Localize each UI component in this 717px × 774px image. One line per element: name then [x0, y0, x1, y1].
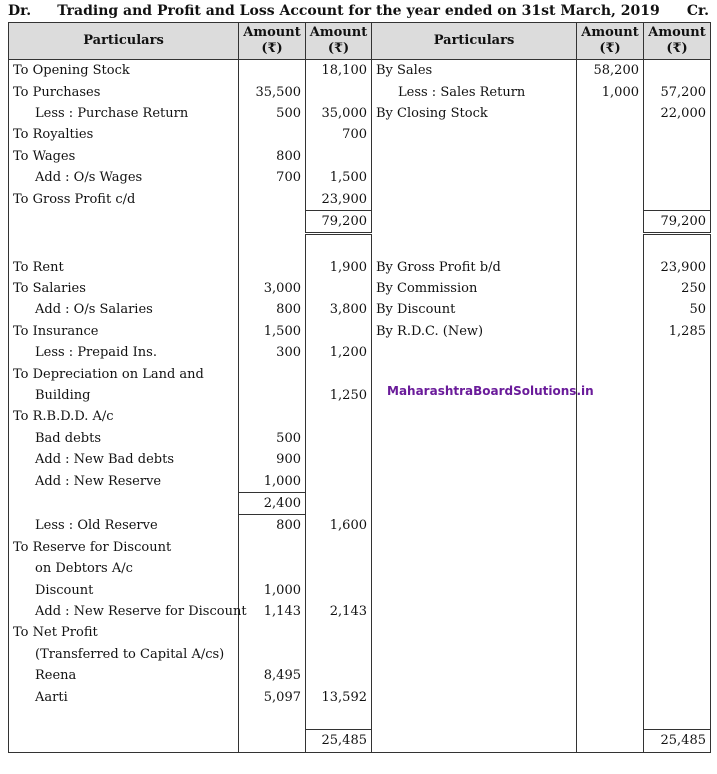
right-particular — [372, 210, 577, 233]
left-particular: Reena — [9, 665, 239, 686]
left-amount-outer — [306, 470, 372, 492]
left-particular: Add : O/s Wages — [9, 167, 239, 188]
right-particular: By Gross Profit b/d — [372, 257, 577, 278]
right-amount-inner — [577, 188, 644, 210]
right-amount-outer — [644, 167, 711, 188]
right-amount-outer — [644, 708, 711, 730]
right-amount-inner — [577, 470, 644, 492]
left-amount-inner — [239, 406, 306, 427]
right-amount-outer — [644, 363, 711, 384]
left-amount-inner: 1,500 — [239, 321, 306, 342]
table-row — [9, 299, 711, 320]
left-amount-outer — [306, 708, 372, 730]
right-particular — [372, 601, 577, 622]
left-amount-inner: 800 — [239, 146, 306, 167]
table-row — [9, 257, 711, 278]
right-amount-inner — [577, 210, 644, 233]
left-amount-inner — [239, 234, 306, 257]
amount-header: Amount (₹) — [239, 23, 306, 60]
right-amount-outer — [644, 665, 711, 686]
right-amount-outer — [644, 686, 711, 707]
right-particular — [372, 558, 577, 579]
left-amount-outer — [306, 537, 372, 558]
right-amount-inner — [577, 146, 644, 167]
left-particular: Discount — [9, 579, 239, 600]
table-row — [9, 665, 711, 686]
left-particular: Add : New Reserve — [9, 470, 239, 492]
right-amount-inner — [577, 124, 644, 145]
right-amount-inner — [577, 579, 644, 600]
left-amount-outer — [306, 406, 372, 427]
right-particular — [372, 515, 577, 537]
left-particular: on Debtors A/c — [9, 558, 239, 579]
right-amount-outer: 1,285 — [644, 321, 711, 342]
table-row — [9, 210, 711, 233]
right-amount-outer: 250 — [644, 278, 711, 299]
right-particular — [372, 146, 577, 167]
left-amount-inner — [239, 188, 306, 210]
table-row — [9, 406, 711, 427]
table-row — [9, 363, 711, 384]
left-amount-outer — [306, 363, 372, 384]
left-amount-inner: 500 — [239, 428, 306, 449]
right-particular — [372, 665, 577, 686]
left-amount-inner: 1,000 — [239, 579, 306, 600]
dr-label: Dr. — [8, 3, 32, 19]
left-amount-outer: 1,250 — [306, 385, 372, 406]
left-particular: To Purchases — [9, 81, 239, 102]
left-particular: To Insurance — [9, 321, 239, 342]
right-amount-inner — [577, 321, 644, 342]
table-row — [9, 492, 711, 514]
right-amount-outer — [644, 385, 711, 406]
right-particular: By Discount — [372, 299, 577, 320]
particulars-header: Particulars — [9, 23, 239, 60]
cr-label: Cr. — [686, 3, 709, 19]
left-particular: Aarti — [9, 686, 239, 707]
left-amount-outer: 3,800 — [306, 299, 372, 320]
right-amount-inner — [577, 257, 644, 278]
left-particular: Less : Purchase Return — [9, 103, 239, 124]
right-amount-inner: 58,200 — [577, 60, 644, 82]
right-amount-outer: 79,200 — [644, 210, 711, 233]
right-amount-outer — [644, 342, 711, 363]
right-amount-outer — [644, 601, 711, 622]
table-row — [9, 730, 711, 752]
left-amount-inner — [239, 210, 306, 233]
right-amount-outer — [644, 406, 711, 427]
right-amount-inner — [577, 622, 644, 643]
table-row — [9, 558, 711, 579]
table-row — [9, 428, 711, 449]
left-particular: To Depreciation on Land and — [9, 363, 239, 384]
left-particular — [9, 730, 239, 752]
left-amount-outer — [306, 428, 372, 449]
table-row — [9, 81, 711, 102]
table-row — [9, 342, 711, 363]
right-amount-outer — [644, 537, 711, 558]
right-particular — [372, 428, 577, 449]
right-amount-outer — [644, 644, 711, 665]
right-amount-inner — [577, 406, 644, 427]
table-row — [9, 644, 711, 665]
right-amount-outer — [644, 146, 711, 167]
right-amount-inner — [577, 730, 644, 752]
right-amount-inner — [577, 449, 644, 470]
right-amount-inner — [577, 278, 644, 299]
left-amount-outer — [306, 234, 372, 257]
table-row — [9, 601, 711, 622]
right-particular — [372, 342, 577, 363]
left-amount-inner — [239, 730, 306, 752]
left-amount-inner: 35,500 — [239, 81, 306, 102]
table-row — [9, 470, 711, 492]
table-row — [9, 449, 711, 470]
left-amount-outer — [306, 278, 372, 299]
right-amount-inner — [577, 515, 644, 537]
left-amount-inner: 2,400 — [239, 492, 306, 514]
left-amount-outer — [306, 492, 372, 514]
amount-header: Amount (₹) — [644, 23, 711, 60]
left-particular: Bad debts — [9, 428, 239, 449]
left-amount-outer: 2,143 — [306, 601, 372, 622]
right-amount-outer — [644, 60, 711, 82]
right-particular — [372, 167, 577, 188]
table-row — [9, 278, 711, 299]
left-particular: To Gross Profit c/d — [9, 188, 239, 210]
left-particular: To R.B.D.D. A/c — [9, 406, 239, 427]
table-row — [9, 686, 711, 707]
right-amount-outer — [644, 234, 711, 257]
left-particular: To Salaries — [9, 278, 239, 299]
particulars-header: Particulars — [372, 23, 577, 60]
right-amount-inner — [577, 601, 644, 622]
left-particular: Less : Prepaid Ins. — [9, 342, 239, 363]
right-amount-outer: 23,900 — [644, 257, 711, 278]
right-particular — [372, 708, 577, 730]
left-amount-outer — [306, 579, 372, 600]
right-amount-inner — [577, 103, 644, 124]
right-amount-inner — [577, 558, 644, 579]
account-table — [8, 22, 711, 753]
left-amount-outer: 1,500 — [306, 167, 372, 188]
left-amount-inner: 8,495 — [239, 665, 306, 686]
right-particular — [372, 686, 577, 707]
table-row — [9, 234, 711, 257]
left-amount-outer — [306, 644, 372, 665]
table-row — [9, 515, 711, 537]
right-amount-inner — [577, 537, 644, 558]
left-amount-inner: 700 — [239, 167, 306, 188]
right-particular — [372, 537, 577, 558]
amount-header: Amount (₹) — [577, 23, 644, 60]
left-particular: To Net Profit — [9, 622, 239, 643]
left-amount-inner — [239, 257, 306, 278]
right-particular: By Closing Stock — [372, 103, 577, 124]
right-amount-inner — [577, 428, 644, 449]
left-particular — [9, 708, 239, 730]
right-particular — [372, 730, 577, 752]
left-particular: Add : New Bad debts — [9, 449, 239, 470]
right-amount-inner — [577, 234, 644, 257]
left-particular: To Opening Stock — [9, 60, 239, 82]
left-particular — [9, 210, 239, 233]
right-amount-inner — [577, 492, 644, 514]
left-amount-inner — [239, 558, 306, 579]
right-particular: By R.D.C. (New) — [372, 321, 577, 342]
left-amount-inner: 800 — [239, 299, 306, 320]
left-amount-outer: 18,100 — [306, 60, 372, 82]
left-particular: Building — [9, 385, 239, 406]
right-particular — [372, 579, 577, 600]
watermark: MaharashtraBoardSolutions.in — [387, 384, 594, 398]
table-row — [9, 579, 711, 600]
amount-header: Amount (₹) — [306, 23, 372, 60]
table-row — [9, 321, 711, 342]
right-amount-outer — [644, 492, 711, 514]
table-row — [9, 60, 711, 82]
left-amount-inner — [239, 622, 306, 643]
right-particular: By Sales — [372, 60, 577, 82]
right-amount-inner — [577, 644, 644, 665]
right-amount-outer — [644, 579, 711, 600]
left-particular: Add : New Reserve for Discount — [9, 601, 239, 622]
right-amount-inner — [577, 167, 644, 188]
right-amount-inner — [577, 342, 644, 363]
left-particular: To Rent — [9, 257, 239, 278]
left-amount-outer: 23,900 — [306, 188, 372, 210]
table-row — [9, 385, 711, 406]
right-particular — [372, 124, 577, 145]
table-row — [9, 708, 711, 730]
table-row — [9, 167, 711, 188]
table-row — [9, 146, 711, 167]
left-amount-inner: 900 — [239, 449, 306, 470]
left-amount-inner — [239, 708, 306, 730]
right-amount-outer — [644, 470, 711, 492]
left-amount-inner — [239, 60, 306, 82]
right-amount-outer — [644, 622, 711, 643]
left-amount-inner — [239, 124, 306, 145]
table-row — [9, 537, 711, 558]
right-amount-outer: 57,200 — [644, 81, 711, 102]
left-particular — [9, 492, 239, 514]
table-row — [9, 188, 711, 210]
left-particular — [9, 234, 239, 257]
right-amount-inner — [577, 665, 644, 686]
left-amount-outer — [306, 81, 372, 102]
left-particular: (Transferred to Capital A/cs) — [9, 644, 239, 665]
right-amount-outer — [644, 188, 711, 210]
table-header-row — [9, 23, 711, 60]
right-amount-outer — [644, 558, 711, 579]
left-amount-inner — [239, 644, 306, 665]
left-particular: To Reserve for Discount — [9, 537, 239, 558]
right-particular — [372, 363, 577, 384]
left-amount-inner: 1,143 — [239, 601, 306, 622]
left-amount-outer — [306, 449, 372, 470]
right-particular — [372, 622, 577, 643]
right-amount-inner — [577, 708, 644, 730]
left-amount-inner: 1,000 — [239, 470, 306, 492]
right-amount-inner — [577, 686, 644, 707]
right-particular: By Commission — [372, 278, 577, 299]
right-amount-inner — [577, 363, 644, 384]
left-amount-outer — [306, 622, 372, 643]
left-amount-inner — [239, 363, 306, 384]
left-amount-inner: 800 — [239, 515, 306, 537]
left-amount-outer: 1,200 — [306, 342, 372, 363]
left-amount-outer: 700 — [306, 124, 372, 145]
right-particular — [372, 188, 577, 210]
right-particular: Less : Sales Return — [372, 81, 577, 102]
right-amount-outer — [644, 124, 711, 145]
left-amount-outer: 13,592 — [306, 686, 372, 707]
right-particular — [372, 644, 577, 665]
left-amount-outer: 35,000 — [306, 103, 372, 124]
left-amount-outer: 1,600 — [306, 515, 372, 537]
left-amount-outer — [306, 146, 372, 167]
left-amount-outer: 79,200 — [306, 210, 372, 233]
left-amount-inner — [239, 385, 306, 406]
right-amount-outer — [644, 515, 711, 537]
right-amount-outer — [644, 428, 711, 449]
left-particular: Add : O/s Salaries — [9, 299, 239, 320]
right-particular — [372, 406, 577, 427]
left-amount-outer: 1,900 — [306, 257, 372, 278]
right-particular — [372, 492, 577, 514]
left-amount-outer — [306, 321, 372, 342]
left-amount-outer — [306, 665, 372, 686]
left-amount-inner — [239, 537, 306, 558]
left-amount-inner: 300 — [239, 342, 306, 363]
right-amount-inner: 1,000 — [577, 81, 644, 102]
page-title: Trading and Profit and Loss Account for the year ended on 31st March, 2019 — [57, 3, 660, 19]
table-row — [9, 124, 711, 145]
left-amount-outer — [306, 558, 372, 579]
right-amount-outer: 50 — [644, 299, 711, 320]
right-amount-inner — [577, 299, 644, 320]
table-row — [9, 622, 711, 643]
left-amount-inner: 3,000 — [239, 278, 306, 299]
right-amount-outer: 25,485 — [644, 730, 711, 752]
right-particular — [372, 449, 577, 470]
left-particular: To Wages — [9, 146, 239, 167]
header — [0, 0, 717, 22]
left-amount-inner: 5,097 — [239, 686, 306, 707]
right-amount-outer — [644, 449, 711, 470]
right-particular — [372, 470, 577, 492]
table-row — [9, 103, 711, 124]
right-amount-outer: 22,000 — [644, 103, 711, 124]
left-particular: Less : Old Reserve — [9, 515, 239, 537]
left-amount-inner: 500 — [239, 103, 306, 124]
left-particular: To Royalties — [9, 124, 239, 145]
right-particular — [372, 234, 577, 257]
left-amount-outer: 25,485 — [306, 730, 372, 752]
